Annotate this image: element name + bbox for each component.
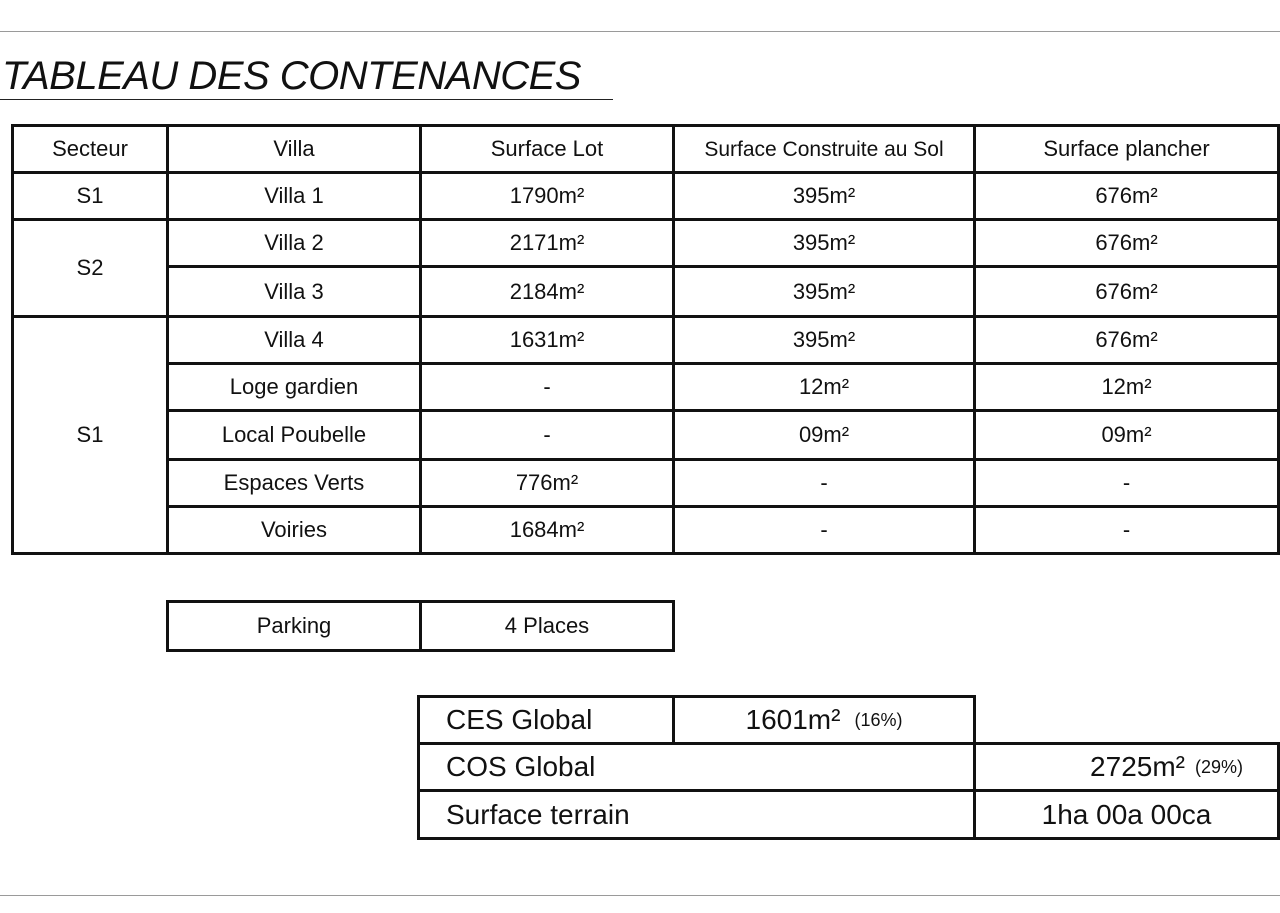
surface-lot-cell: 2184m² — [419, 265, 675, 318]
page-title: TABLEAU DES CONTENANCES — [2, 54, 581, 98]
surface-construite-cell: 395m² — [672, 265, 976, 318]
header-surface-lot: Surface Lot — [419, 124, 675, 174]
villa-cell: Villa 1 — [166, 171, 422, 221]
sector-cell: S2 — [11, 218, 169, 318]
top-rule — [0, 31, 1280, 32]
surface-lot-cell: 1684m² — [419, 505, 675, 555]
surface-plancher-cell: - — [973, 458, 1280, 508]
surface-construite-cell: 09m² — [672, 409, 976, 461]
surface-construite-cell: - — [672, 505, 976, 555]
surface-plancher-cell: - — [973, 505, 1280, 555]
ces-value: 1601m² — [745, 704, 841, 735]
villa-cell: Villa 4 — [166, 315, 422, 365]
villa-cell: Villa 3 — [166, 265, 422, 318]
surface-lot-cell: 776m² — [419, 458, 675, 508]
cos-label: COS Global — [417, 742, 976, 792]
terrain-label: Surface terrain — [417, 789, 976, 840]
villa-cell: Villa 2 — [166, 218, 422, 268]
villa-cell: Loge gardien — [166, 362, 422, 412]
villa-cell: Local Poubelle — [166, 409, 422, 461]
title-underline — [0, 99, 613, 100]
surface-construite-cell: 395m² — [672, 171, 976, 221]
surface-plancher-cell: 676m² — [973, 171, 1280, 221]
surface-lot-cell: - — [419, 409, 675, 461]
surface-plancher-cell: 676m² — [973, 315, 1280, 365]
ces-percent: (16%) — [854, 710, 903, 730]
surface-lot-cell: 1631m² — [419, 315, 675, 365]
villa-cell: Voiries — [166, 505, 422, 555]
surface-plancher-cell: 676m² — [973, 218, 1280, 268]
surface-plancher-cell: 676m² — [973, 265, 1280, 318]
header-secteur: Secteur — [11, 124, 169, 174]
ces-label: CES Global — [417, 695, 675, 745]
parking-label: Parking — [166, 600, 422, 652]
surface-construite-cell: - — [672, 458, 976, 508]
bottom-rule — [0, 895, 1280, 896]
surface-lot-cell: 1790m² — [419, 171, 675, 221]
header-surface-plancher: Surface plancher — [973, 124, 1280, 174]
surface-plancher-cell: 12m² — [973, 362, 1280, 412]
surface-plancher-cell: 09m² — [973, 409, 1280, 461]
header-villa: Villa — [166, 124, 422, 174]
terrain-value: 1ha 00a 00ca — [973, 789, 1280, 840]
sector-cell: S1 — [11, 315, 169, 555]
header-surface-construite: Surface Construite au Sol — [672, 124, 976, 174]
surface-construite-cell: 395m² — [672, 218, 976, 268]
surface-lot-cell: - — [419, 362, 675, 412]
villa-cell: Espaces Verts — [166, 458, 422, 508]
ces-value-cell — [672, 695, 976, 745]
surface-lot-cell: 2171m² — [419, 218, 675, 268]
surface-construite-cell: 395m² — [672, 315, 976, 365]
cos-percent: (29%) — [1194, 757, 1243, 777]
cos-value: 2725m² — [1090, 751, 1185, 782]
parking-value: 4 Places — [419, 600, 675, 652]
cos-value-cell — [973, 742, 1280, 792]
surface-construite-cell: 12m² — [672, 362, 976, 412]
sector-cell: S1 — [11, 171, 169, 221]
